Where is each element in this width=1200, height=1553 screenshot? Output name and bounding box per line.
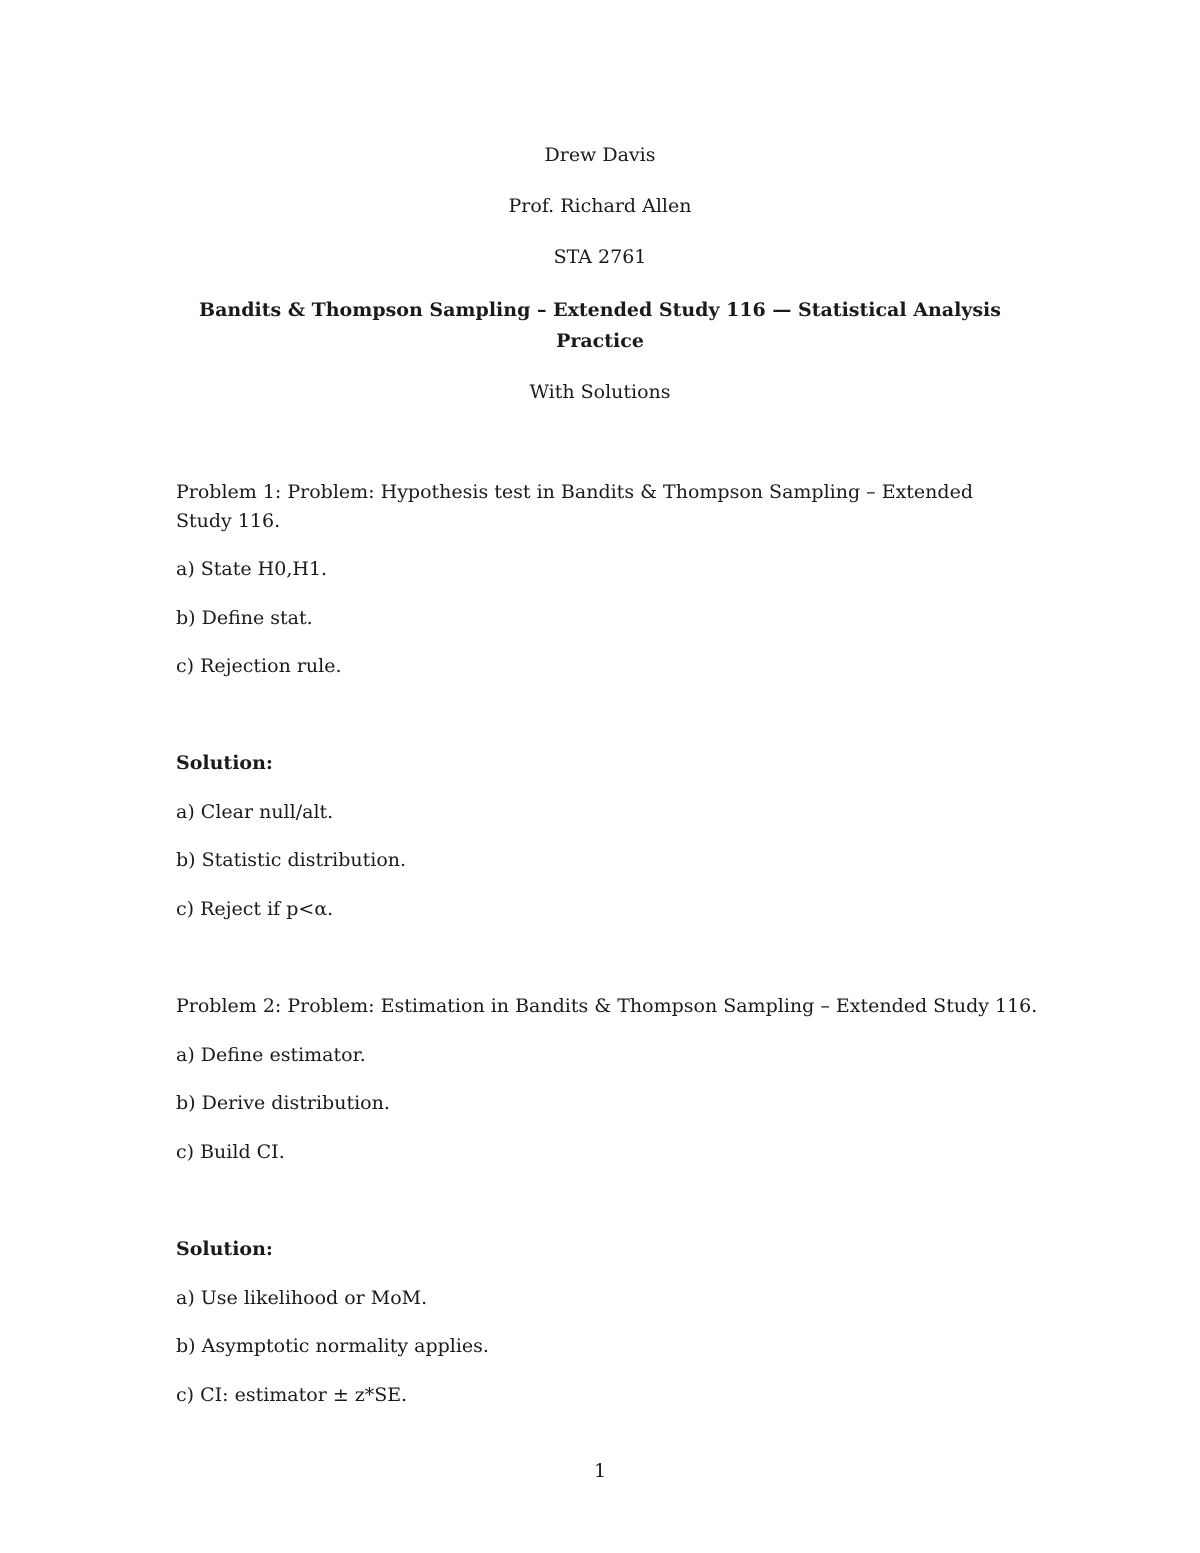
solution-part: c) CI: estimator ± z*SE. <box>176 1384 408 1406</box>
problem-part: b) Derive distribution. <box>176 1092 390 1114</box>
solution-part: c) Reject if p<α. <box>176 898 334 920</box>
document-subtitle: With Solutions <box>529 381 671 403</box>
professor-name: Prof. Richard Allen <box>508 195 692 217</box>
problem-part: a) Define estimator. <box>176 1044 366 1066</box>
problem-part: a) State H0,H1. <box>176 558 328 580</box>
problem-prompt: Problem 2: Problem: Estimation in Bandits & Thompson Sampling – Extended Study 116. <box>176 995 1038 1017</box>
problem-prompt: Problem 1: Problem: Hypothesis test in Bandits & Thompson Sampling – Extended Study 116. <box>176 481 973 532</box>
page-number: 1 <box>593 1460 607 1482</box>
solution-part: a) Clear null/alt. <box>176 801 334 823</box>
solution-part: b) Asymptotic normality applies. <box>176 1335 489 1357</box>
solution-part: b) Statistic distribution. <box>176 849 407 871</box>
problem-part: c) Rejection rule. <box>176 655 342 677</box>
author-name: Drew Davis <box>544 144 656 166</box>
solution-label: Solution: <box>176 1238 273 1260</box>
solution-label: Solution: <box>176 752 273 774</box>
solution-part: a) Use likelihood or MoM. <box>176 1287 428 1309</box>
problem-2 <box>176 0 1038 1430</box>
course-code: STA 2761 <box>553 246 647 268</box>
document-title: Bandits & Thompson Sampling – Extended Study 116 — Statistical Analysis Practice <box>199 299 1001 352</box>
problem-part: c) Build CI. <box>176 1141 285 1163</box>
problem-part: b) Define stat. <box>176 607 313 629</box>
